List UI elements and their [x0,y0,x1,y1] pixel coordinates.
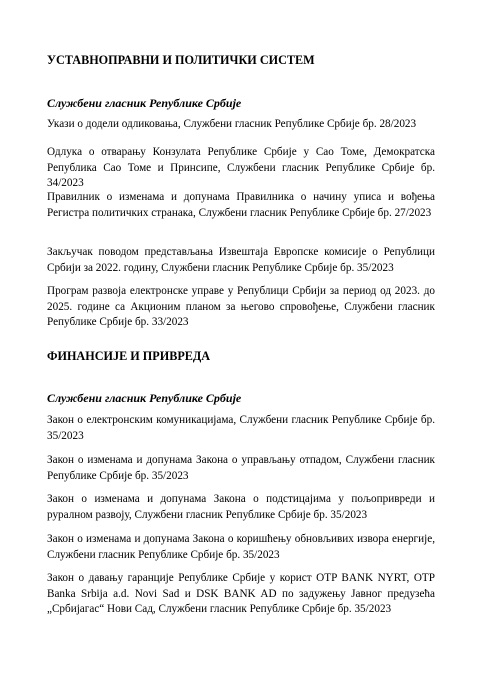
list-item: Закон о давању гаранције Републике Србије у корист OTP BANK NYRT, OTP Banka Srbija a.d. Novi Sad и DSK BANK AD по задужењу Јавног предузећа „Србијагас“ Нови Сад, Службени гласник Републике Србије бр. 35/2023 [47,572,435,615]
list-item: Одлука о отварању Конзулата Републике Србије у Сао Томе, Демократска Република Сао Томе и Принсипе, Службени гласник Републике Србије бр. 34/2023 [47,146,435,189]
section-subtitle-gazette: Службени гласник Републике Србије [47,96,242,110]
list-item: Закључак поводом представљања Извештаја Европске комисије о Републици Србији за 2022. годину, Службени гласник Републике Србије бр. 35/2023 [47,246,435,274]
list-item: Правилник о изменама и допунама Правилника о начину уписа и вођења Регистра политичких странака, Службени гласник Републике Србије бр. 27/2023 [47,191,435,219]
list-item: Укази о додели одликовања, Службени гласник Републике Србије бр. 28/2023 [47,118,417,130]
list-item: Закон о електронским комуникацијама, Службени гласник Републике Србије бр. 35/2023 [47,414,435,442]
section-subtitle-gazette: Службени гласник Републике Србије [47,391,242,405]
list-item: Закон о изменама и допунама Закона о коришћењу обновљивих извора енергије, Службени гласник Републике Србије бр. 35/2023 [47,533,435,561]
list-item: Закон о изменама и допунама Закона о управљању отпадом, Службени гласник Републике Србије бр. 35/2023 [47,454,435,482]
section-title-constitutional: УСТАВНОПРАВНИ И ПОЛИТИЧКИ СИСТЕМ [47,53,315,67]
list-item: Програм развоја електронске управе у Републици Србији за период од 2023. до 2025. године са Акционим планом за његово спровођење, Службени гласник Републике Србије бр. 33/2023 [47,285,435,328]
section-title-finance: ФИНАНСИЈЕ И ПРИВРЕДА [47,349,211,363]
list-item: Закон о изменама и допунама Закона о подстицајима у пољопривреди и руралном развоју, Службени гласник Републике Србије бр. 35/2023 [47,493,435,521]
